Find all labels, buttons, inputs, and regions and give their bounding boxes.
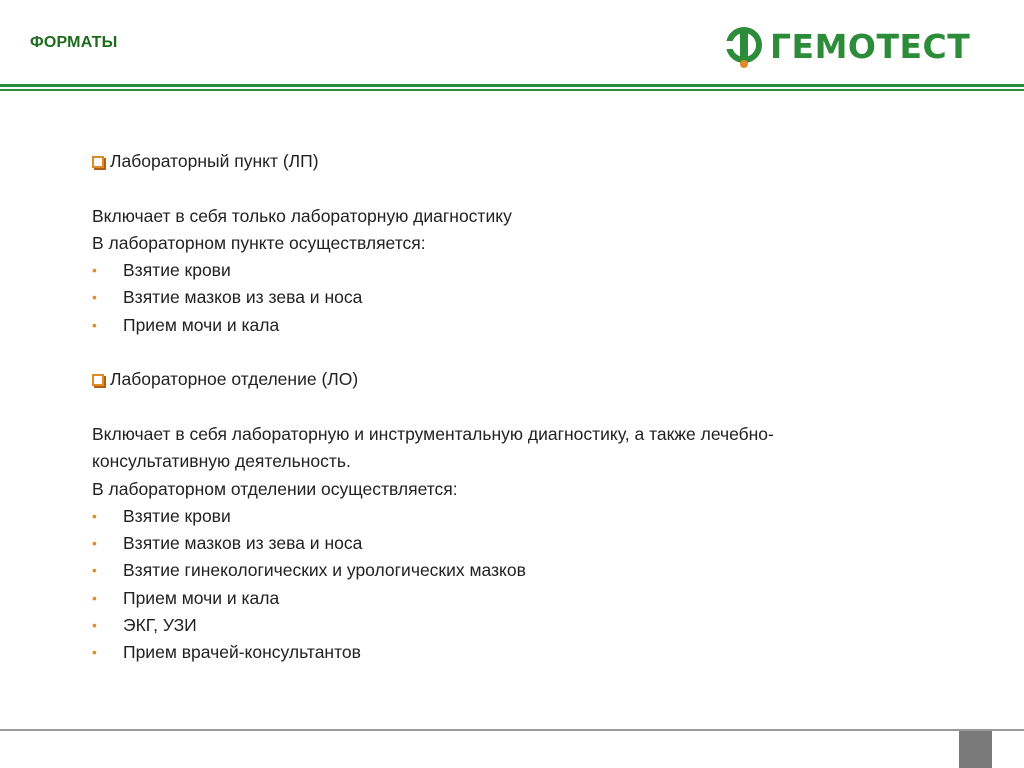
section-heading (92, 366, 952, 393)
page-title: ФОРМАТЫ (30, 34, 118, 51)
list-item: • Взятие гинекологических и урологических мазков (92, 557, 952, 584)
section-intro: В лабораторном пункте осуществляется: (92, 232, 426, 253)
header-divider-secondary (0, 89, 1024, 91)
bullet-icon: • (92, 507, 97, 524)
list-item: • Взятие крови (92, 503, 952, 530)
bullet-list (92, 503, 952, 667)
logo (722, 24, 970, 70)
checkbox-icon (92, 374, 104, 386)
bullet-icon: • (92, 262, 97, 279)
footer-divider (0, 729, 1024, 731)
gemotest-logo-icon (722, 24, 768, 70)
section-description: Включает в себя лабораторную и инструментальную диагностику, а также лечебно- (92, 423, 774, 444)
bullet-icon: • (92, 535, 97, 552)
bullet-icon: • (92, 316, 97, 333)
section-heading-text: Лабораторный пункт (ЛП) (110, 151, 319, 171)
list-item: • Прием мочи и кала (92, 312, 952, 339)
bullet-icon: • (92, 289, 97, 306)
section-description: Включает в себя только лабораторную диагностику (92, 205, 512, 226)
bullet-icon: • (92, 562, 97, 579)
list-item: • ЭКГ, УЗИ (92, 612, 952, 639)
logo-text: ГЕМОТЕСТ (770, 27, 971, 66)
list-item: • Взятие мазков из зева и носа (92, 530, 952, 557)
bullet-icon: • (92, 644, 97, 661)
content (92, 148, 952, 667)
bullet-icon: • (92, 617, 97, 634)
list-item: • Прием врачей-консультантов (92, 639, 952, 666)
slide-corner-block (959, 731, 992, 768)
bullet-list (92, 257, 952, 339)
section-heading (92, 148, 952, 175)
section-heading-text: Лабораторное отделение (ЛО) (110, 369, 359, 390)
list-item: • Прием мочи и кала (92, 585, 952, 612)
list-item: • Взятие мазков из зева и носа (92, 284, 952, 311)
checkbox-icon (92, 156, 104, 168)
section-intro: В лабораторном отделении осуществляется: (92, 478, 458, 499)
section-description-cont: консультативную деятельность. (92, 451, 351, 472)
list-item: • Взятие крови (92, 257, 952, 284)
header-divider (0, 84, 1024, 87)
bullet-icon: • (92, 589, 97, 606)
